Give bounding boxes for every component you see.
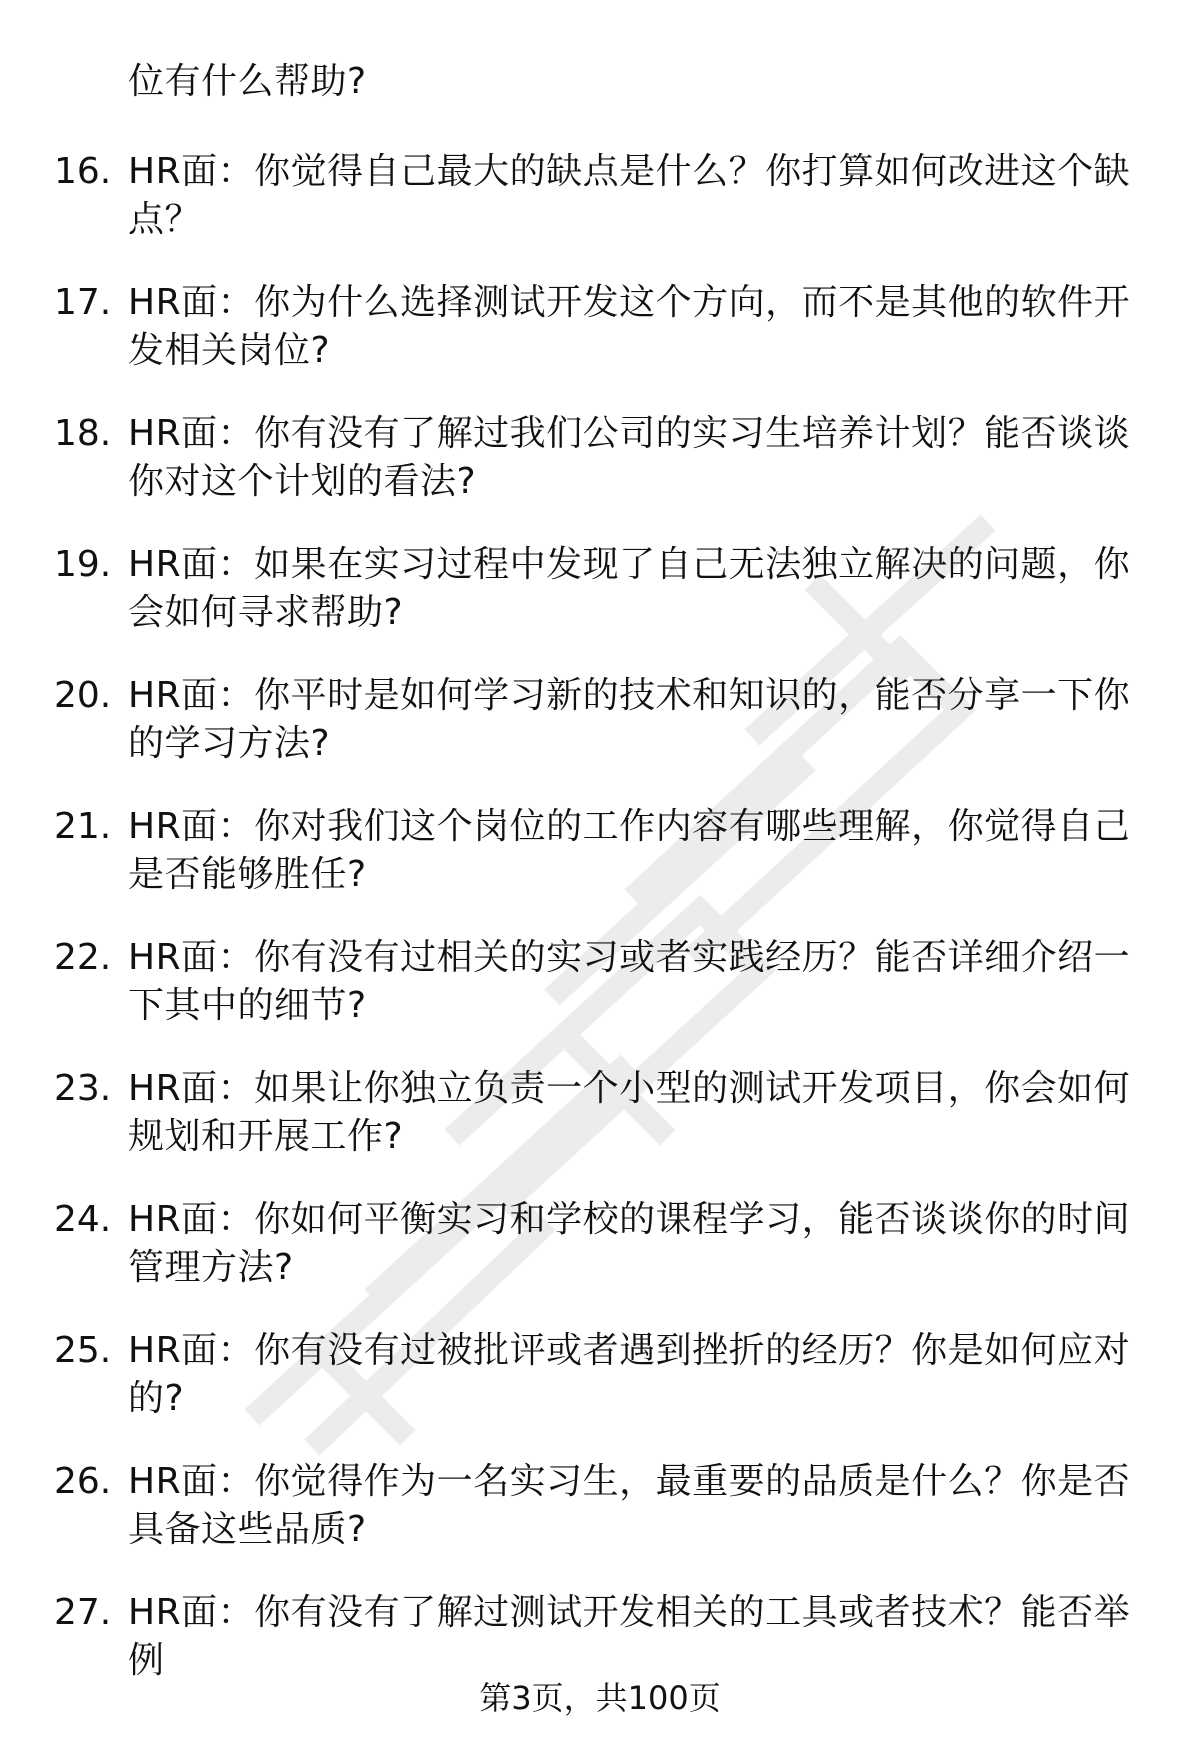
question-number: 27. xyxy=(54,1592,112,1633)
list-item xyxy=(0,1065,1200,1196)
question-number: 18. xyxy=(54,413,112,454)
question-text: HR面：你如何平衡实习和学校的课程学习，能否谈谈你的时间管理方法? xyxy=(128,1199,1131,1288)
question-number: 17. xyxy=(54,282,112,323)
question-text: HR面：你平时是如何学习新的技术和知识的，能否分享一下你的学习方法? xyxy=(128,675,1131,764)
question-number: 23. xyxy=(54,1068,112,1109)
question-text: HR面：你有没有了解过我们公司的实习生培养计划？能否谈谈你对这个计划的看法? xyxy=(128,413,1131,502)
question-text: HR面：你有没有过被批评或者遇到挫折的经历？你是如何应对的? xyxy=(128,1330,1131,1419)
list-item xyxy=(0,1196,1200,1327)
list-item xyxy=(0,672,1200,803)
question-text: HR面：你觉得作为一名实习生，最重要的品质是什么？你是否具备这些品质? xyxy=(128,1461,1131,1550)
page-footer: 第3页，共100页 xyxy=(479,1679,721,1717)
list-item xyxy=(0,1327,1200,1458)
list-item xyxy=(0,1458,1200,1589)
question-number: 25. xyxy=(54,1330,112,1371)
list-item xyxy=(0,541,1200,672)
question-number: 26. xyxy=(54,1461,112,1502)
question-text: HR面：如果在实习过程中发现了自己无法独立解决的问题，你会如何寻求帮助? xyxy=(128,544,1131,633)
list-item xyxy=(0,803,1200,934)
question-text: HR面：你觉得自己最大的缺点是什么？你打算如何改进这个缺点？ xyxy=(128,151,1131,240)
question-text: HR面：你对我们这个岗位的工作内容有哪些理解，你觉得自己是否能够胜任? xyxy=(128,806,1131,895)
continuation-text: 位有什么帮助? xyxy=(128,61,367,102)
question-number: 16. xyxy=(54,151,112,192)
list-item xyxy=(0,279,1200,410)
list-item xyxy=(0,410,1200,541)
question-text: HR面：你有没有了解过测试开发相关的工具或者技术？能否举例 xyxy=(128,1592,1131,1681)
list-item xyxy=(0,934,1200,1065)
question-number: 24. xyxy=(54,1199,112,1240)
list-item xyxy=(0,148,1200,279)
question-list xyxy=(0,148,1200,1720)
question-number: 21. xyxy=(54,806,112,847)
question-text: HR面：你有没有过相关的实习或者实践经历？能否详细介绍一下其中的细节? xyxy=(128,937,1131,1026)
question-number: 22. xyxy=(54,937,112,978)
question-number: 19. xyxy=(54,544,112,585)
question-text: HR面：你为什么选择测试开发这个方向，而不是其他的软件开发相关岗位? xyxy=(128,282,1131,371)
question-number: 20. xyxy=(54,675,112,716)
question-text: HR面：如果让你独立负责一个小型的测试开发项目，你会如何规划和开展工作? xyxy=(128,1068,1131,1157)
